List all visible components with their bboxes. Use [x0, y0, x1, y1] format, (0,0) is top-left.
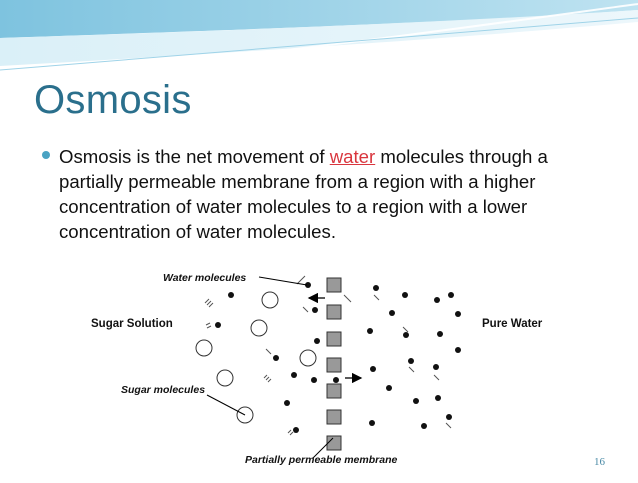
sugar-molecule-icons: [196, 292, 316, 423]
sugar-solution-label: Sugar Solution: [91, 318, 173, 330]
pure-water-label: Pure Water: [482, 318, 543, 330]
membrane-label: Partially permeable membrane: [245, 454, 398, 466]
bullet-text-prefix: Osmosis is the net movement of: [59, 146, 330, 167]
membrane: [327, 278, 341, 450]
page-number: 16: [594, 456, 605, 468]
bullet-text: [59, 144, 612, 244]
decorative-banner: [0, 0, 638, 80]
water-molecules-label: Water molecules: [163, 272, 247, 284]
bullet-item: [42, 144, 612, 244]
osmosis-diagram: [89, 255, 559, 478]
bullet-dot-icon: [42, 151, 50, 159]
sugar-molecules-label: Sugar molecules: [121, 384, 206, 396]
slide-title: Osmosis: [34, 78, 192, 122]
water-link[interactable]: water: [329, 146, 376, 167]
bullet-text-suffix: molecules through a partially permeable membrane from a region with a higher concentration of water molecules to a region with a lower concentration of water molecules.: [59, 146, 548, 242]
